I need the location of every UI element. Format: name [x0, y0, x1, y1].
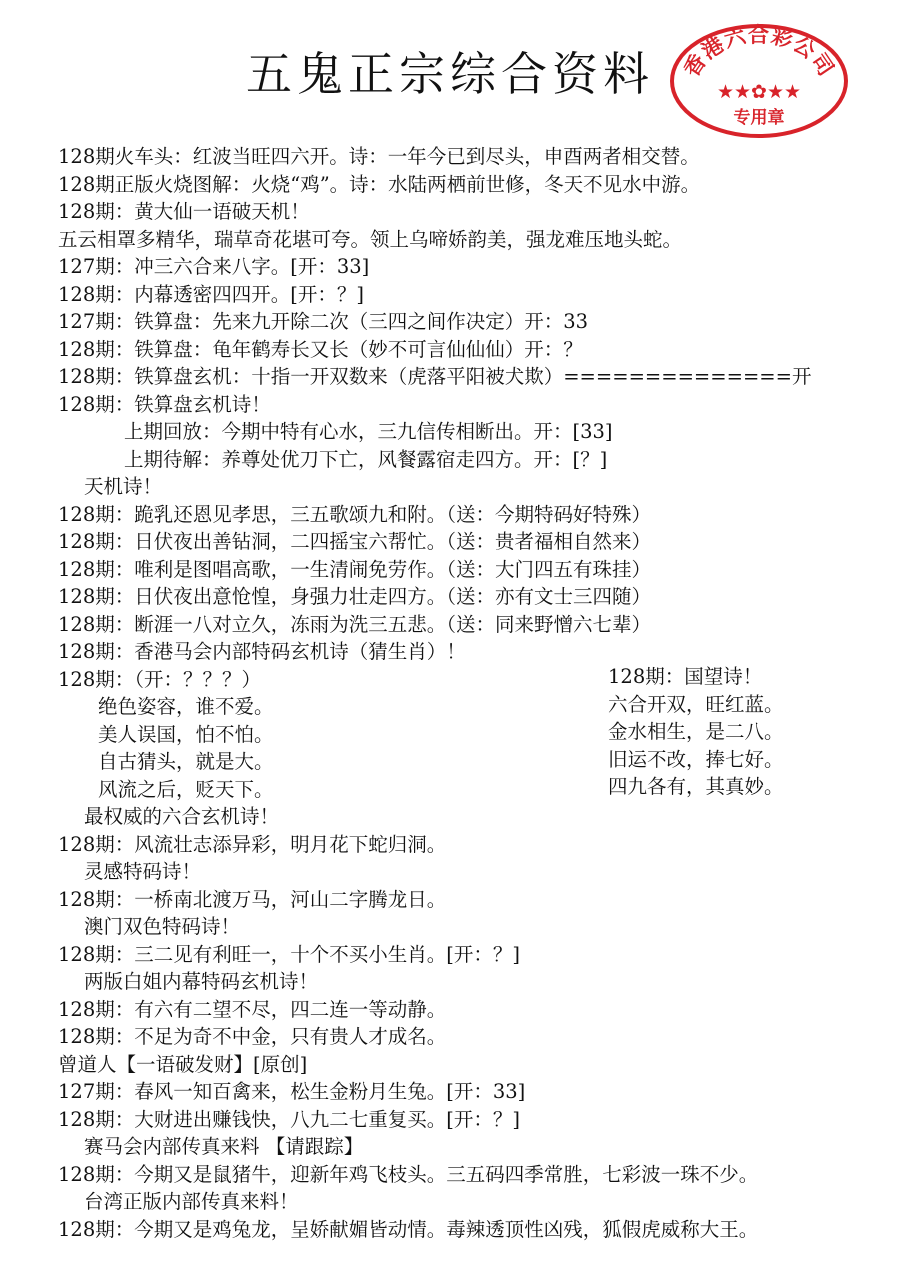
side-poem-line: 旧运不改，捧七好。 [608, 747, 784, 771]
text-line: 两版白姐内幕特码玄机诗！ [84, 970, 319, 993]
text-line: 绝色姿容，谁不爱。 [98, 695, 274, 718]
seal-stars: ★★✿★★ [716, 81, 802, 103]
text-line: 澳门双色特码诗！ [84, 915, 241, 938]
text-line: 128期：香港马会内部特码玄机诗（猜生肖）！ [58, 640, 466, 663]
text-line: 128期：（开：？？？） [58, 667, 261, 691]
text-line: 128期：唯利是图唱高歌，一生清闹免劳作。（送：大门四五有珠挂） [58, 557, 651, 581]
text-line: 128期正版火烧图解：火烧“鸡”。诗：水陆两栖前世修，冬天不见水中游。 [58, 172, 701, 196]
page-title: 五鬼正宗综合资料 [246, 47, 654, 101]
text-line: 自古猜头，就是大。 [98, 750, 274, 773]
text-line: 128期：断涯一八对立久，冻雨为洗三五悲。（送：同来野憎六七辈） [58, 612, 651, 636]
svg-text:香港六合彩公司 [679, 23, 837, 81]
text-line: 127期：冲三六合来八字。[开：33] [58, 255, 370, 278]
text-line: 灵感特码诗！ [84, 860, 202, 883]
text-line: 风流之后，贬天下。 [98, 777, 274, 801]
side-poem-line: 六合开双，旺红蓝。 [608, 692, 784, 716]
text-line: 128期：铁算盘玄机：十指一开双数来（虎落平阳被犬欺）==============开 [58, 365, 812, 388]
text-line: 128期：大财进出赚钱快，八九二七重复买。[开：？] [58, 1107, 520, 1131]
text-line: 五云相罩多精华，瑞草奇花堪可夸。领上乌啼娇韵美，强龙难压地头蛇。 [58, 227, 683, 251]
text-line: 128期：黄大仙一语破天机！ [58, 200, 310, 223]
text-line: 128期：日伏夜出意怆惶，身强力壮走四方。（送：亦有文士三四随） [58, 585, 651, 608]
side-poem-line: 128期：国望诗！ [608, 665, 763, 688]
text-line: 128期：内幕透密四四开。[开：？] [58, 282, 364, 306]
text-line: 128期：有六有二望不尽，四二连一等动静。 [58, 997, 447, 1021]
seal-text: 香港六合彩公司 [680, 24, 838, 81]
text-line: 台湾正版内部传真来料！ [84, 1190, 299, 1213]
text-line: 127期：铁算盘：先来九开除二次（三四之间作决定）开：33 [58, 310, 589, 333]
text-line: 128期火车头：红波当旺四六开。诗：一年今已到尽头，申酉两者相交替。 [58, 145, 700, 168]
side-poem-line: 四九各有，其真妙。 [608, 775, 784, 798]
text-line: 128期：今期又是鼠猪牛，迎新年鸡飞枝头。三五码四季常胜，七彩波一珠不少。 [58, 1162, 759, 1186]
text-line: 128期：今期又是鸡兔龙，呈娇献媚皆动情。毒辣透顶性凶残，狐假虎威称大王。 [58, 1217, 759, 1241]
text-line: 最权威的六合玄机诗！ [84, 805, 280, 828]
side-poem [608, 663, 848, 801]
seal-subtext: 专用章 [733, 108, 785, 127]
text-line: 128期：一桥南北渡万马，河山二字腾龙日。 [58, 887, 447, 911]
text-line: 128期：不足为奇不中金，只有贵人才成名。 [58, 1025, 447, 1048]
company-seal [668, 22, 850, 140]
text-line: 128期：铁算盘玄机诗！ [58, 392, 271, 416]
text-line: 127期：春风一知百禽来，松生金粉月生兔。[开：33] [58, 1080, 526, 1103]
text-line: 天机诗！ [84, 475, 163, 498]
text-line: 曾道人【一语破发财】[原创] [58, 1052, 308, 1076]
text-line: 128期：三二见有利旺一，十个不买小生肖。[开：？] [58, 942, 520, 966]
text-line: 上期待解：养尊处优刀下亡，风餐露宿走四方。开：[？] [124, 447, 608, 471]
side-poem-line: 金水相生，是二八。 [608, 720, 784, 743]
text-line: 美人误国，怕不怕。 [98, 722, 274, 746]
text-line: 上期回放：今期中特有心水，三九信传相断出。开：[33] [124, 420, 613, 443]
text-line: 128期：跪乳还恩见孝思，三五歌颂九和附。（送：今期特码好特殊） [58, 502, 651, 526]
text-line: 128期：风流壮志添异彩，明月花下蛇归洞。 [58, 832, 447, 856]
text-line: 赛马会内部传真来料 【请跟踪】 [84, 1135, 364, 1158]
text-line: 128期：日伏夜出善钻洞，二四摇宝六帮忙。（送：贵者福相自然来） [58, 530, 651, 553]
text-line: 128期：铁算盘：龟年鹤寿长又长（妙不可言仙仙仙）开：？ [58, 337, 583, 361]
